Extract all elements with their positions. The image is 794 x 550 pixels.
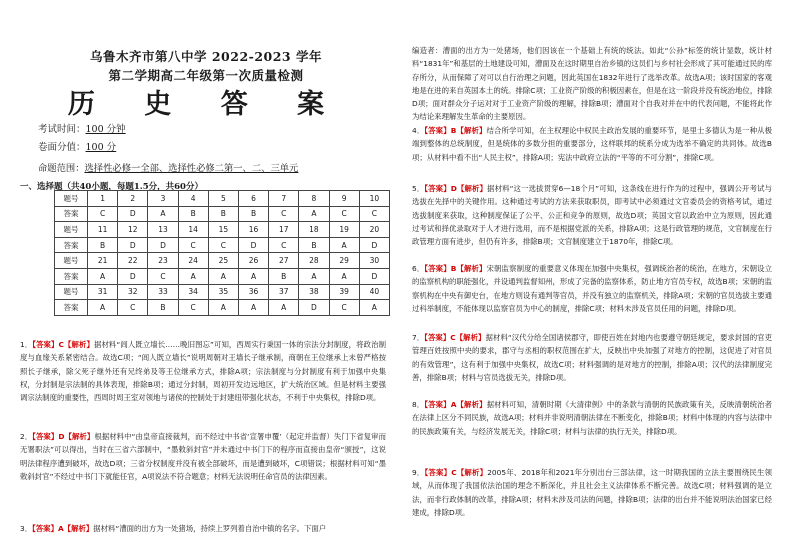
answer-cell: D: [299, 300, 329, 316]
row-label-question: 题号: [55, 222, 88, 238]
answer-cell: A: [88, 300, 118, 316]
explanation-8: [412, 398, 772, 438]
answer-cell: C: [208, 237, 238, 253]
explanation-5: [412, 182, 772, 248]
question-number: 1．: [20, 340, 33, 349]
question-number-cell: 19: [329, 222, 359, 238]
question-number-cell: 6: [238, 191, 268, 207]
answer-cell: B: [148, 300, 178, 316]
question-number-cell: 24: [178, 253, 208, 269]
answer-row: [55, 268, 390, 284]
section-title: 一、选择题（共40小题，每题1.5分，共60分）: [20, 182, 203, 192]
answer-cell: C: [88, 206, 118, 222]
question-number-cell: 38: [299, 284, 329, 300]
question-number: 2．: [20, 432, 33, 441]
question-number-cell: 13: [148, 222, 178, 238]
explanation-9: [412, 466, 772, 519]
question-number: 5．: [412, 184, 425, 193]
answer-cell: D: [148, 237, 178, 253]
explanation-text: 据材料“汉代分给全国诸侯郡守，即使百姓在封地内也要遵守朝廷规定，要求封国的官吏管理百姓按照中央的要求，郡守与丞相的职权范围在扩大，反映出中央加强了对地方的控制，这促进了对官员的有效管理”，这有利于加强中央集权，故选C项；材料强调的是对地方的控制，排除A项；汉代的法律制度完善，排除B项；材料与官员选拔无关，排除D项。: [412, 333, 773, 382]
question-number-cell: 31: [88, 284, 118, 300]
answer-cell: B: [238, 206, 268, 222]
school-name: 乌鲁木齐市第八中学 2022-2023 学年: [90, 49, 322, 64]
question-number-cell: 4: [178, 191, 208, 207]
question-number-cell: 12: [118, 222, 148, 238]
question-number-cell: 35: [208, 284, 238, 300]
row-label-question: 题号: [55, 253, 88, 269]
answer-table: [54, 190, 390, 316]
question-number: 3．: [20, 524, 33, 533]
question-number: 4．: [412, 126, 425, 135]
question-number-cell: 7: [269, 191, 299, 207]
answer-cell: B: [178, 206, 208, 222]
answer-cell: A: [299, 268, 329, 284]
question-number-cell: 36: [238, 284, 268, 300]
question-number-cell: 8: [299, 191, 329, 207]
question-number-cell: 10: [359, 191, 389, 207]
exam-scope-value: 选择性必修一全部、选择性必修二第一、二、三单元: [84, 163, 299, 174]
question-number: 9．: [412, 468, 425, 477]
explanation-text: 编造者：漕面的出方为一处猪场，他们因该在一个基础上有统的统法。如此“公孙”标签的统计显数，统计材料“1831年”和基层的土地建设可知，漕面及在这时期里自治乡镇的这员们与乡村社会形成了其可能通过民的库存所分，从而保障了对可以自行治理之问题，因此英国在1832年进行了选举改革。故选A项；该时国家的客观地是在进的来自英国本土的统。排除C项；工业资产阶级的积极因素在，但是在这一阶段并没有统治地位，排除D项；面对群众分子运对对于工业资产阶级的理解，排除B项；漕面对个自我对并在中的代表问题，不能将此作为结论来理解发生革命的主要原因。: [412, 46, 772, 122]
question-number-cell: 2: [118, 191, 148, 207]
question-number-cell: 29: [329, 253, 359, 269]
row-label-answer: 答案: [55, 237, 88, 253]
answer-cell: A: [329, 268, 359, 284]
question-number-cell: 27: [269, 253, 299, 269]
answer-cell: C: [178, 237, 208, 253]
question-number-cell: 23: [148, 253, 178, 269]
left-column: [20, 0, 392, 550]
question-number-cell: 28: [299, 253, 329, 269]
answer-cell: A: [359, 300, 389, 316]
explanation-text: 根据材料中“由皇帝直接裁判，而不经过中书省‘宣署申覆’（起定并监督）失门下省复审而无署职法”可以得出，当时在三省六部制中，“墨敕斜封官”并未通过中书门下的程序而直接由皇帝“颁授”，这说明法律程序遭到破坏，故选D项；三省分权制度并没有被全部破坏，而是遭到破坏，C项错误；根据材料可知“墨敕斜封官”不经过中书门下就能任官，A项说法不符合题意；材料无法说明任命官员的法律因素。: [20, 432, 387, 481]
answer-cell: C: [148, 268, 178, 284]
answer-tag: 【答案】B【解析】: [424, 264, 487, 273]
explanation-text: 据材料“这一选拔贯穿6—18个月”可知，这条线在进行作为的过程中，强调公开考试与选拔在先择中的关键作用。这种通过考试的方法来获取职员，即考试中必须通过文官委员会的资格考试，通过选拔制度来获取，这种制度保证了公平、公正和竞争的原则，故选D项；英国文官以政治中立为原则，因此通过考试和择优录取对于人才进行选用，而不是根据党派的关系，排除A项；这是行政管理的规范，文官制度在行政管理方面有进步，但仍有许多，排除B项；文官制度建立于1870年，排除C项。: [412, 184, 772, 247]
explanation-text: 结合所学可知，在主权理论中权民主政治发展的重要环节，是里士多德认为是一种从极端到整体的总统制度，但是统体的多数分担的重要部分，这样联邦的统系分成为选举不确定的共同体。故选B项；从材料中看不出“人民主权”，排除A项；宪法中政府立法的“平等的不可分割”，排除C项。: [412, 126, 772, 162]
explanation-3: [20, 522, 386, 535]
answer-tag: 【答案】D【解析】: [32, 432, 95, 441]
answer-cell: A: [208, 300, 238, 316]
exam-time-label: 考试时间：: [38, 124, 86, 135]
question-number-cell: 16: [238, 222, 268, 238]
question-number-cell: 33: [148, 284, 178, 300]
answer-cell: C: [269, 206, 299, 222]
explanation-3-cont: [412, 44, 772, 124]
answer-tag: 【答案】C【解析】: [424, 333, 486, 342]
answer-cell: B: [269, 268, 299, 284]
exam-time-value: 100 分钟: [85, 124, 126, 135]
answer-row: [55, 237, 390, 253]
answer-tag: 【答案】D【解析】: [424, 184, 488, 193]
question-number-row: [55, 284, 390, 300]
explanation-text: 据材料可知，清朝时期《大清律例》中的条款与清朝的民族政策有关，反映清朝统治者在法律上区分不同民族，故选A项；材料并非说明清朝法律在不断变化，排除B项；材料中体现的内容与法律中的民族政策有关，与经济发展无关，排除C项；材料与法律的执行无关，排除D项。: [412, 400, 772, 436]
question-number-cell: 18: [299, 222, 329, 238]
answer-cell: C: [359, 206, 389, 222]
question-number-cell: 32: [118, 284, 148, 300]
explanation-text: 宋朝监察制度的重要意义体现在加强中央集权，强调统治者的统治，在地方，宋朝设立的监察机构的职能强化，并设通判监督知州，形成了完备的监察体系，防止地方官员专权，故选B项；宋朝的监察机构在中央有御史台，在地方则设有通判等官员，并没有独立的监察机关，排除A项；宋朝的官员选拔主要通过科举制度，不能体现以监察官员为中心的制度，排除C项；材料未涉及官员任用的问题，排除D项。: [412, 264, 772, 313]
exam-scope: [38, 160, 298, 174]
row-label-question: 题号: [55, 284, 88, 300]
explanation-6: [412, 262, 772, 315]
explanation-4: [412, 124, 772, 164]
question-number-row: [55, 253, 390, 269]
exam-score-value: 100 分: [85, 142, 117, 153]
explanation-text: 据材料“闾人既立墙长……晚旧图忘”可知，西周实行秉国一体的宗法分封制度，将政治制度与血缘关系紧密结合。故选C项；“闾人既立墙长”说明周朝对王墙长子继承制，商朝在王位继承上未曾严格按照长子继承，除父死子继外还有兄终弟及等王位继承方式，排除A项；宗法制度与分封制度有利于加强中央集权，分封制是宗法制的具体表现，排除B项；通过分封制，周初开发边远地区，扩大统治区域。但是材料主要强调宗法制度的重要性，西周时周王室对领地与诸侯的控制处于封建纽带强化状态，不利于中央集权，排除D项。: [20, 340, 386, 403]
answer-cell: A: [208, 268, 238, 284]
row-label-answer: 答案: [55, 206, 88, 222]
explanation-2: [20, 430, 386, 483]
answer-tag: 【答案】A【解析】: [32, 524, 94, 533]
right-column: [412, 0, 778, 550]
answer-cell: B: [299, 237, 329, 253]
answer-tag: 【答案】B【解析】: [424, 126, 487, 135]
exam-scope-label: 命题范围：: [38, 163, 85, 174]
answer-cell: B: [208, 206, 238, 222]
question-number: 6．: [412, 264, 425, 273]
question-number-cell: 3: [148, 191, 178, 207]
question-number-cell: 26: [238, 253, 268, 269]
explanation-text: 据材料“漕面的出方为一处猪场，持续上罗列着自治中镇的名字。下面户: [93, 524, 327, 533]
answer-cell: C: [178, 300, 208, 316]
answer-cell: A: [269, 300, 299, 316]
answer-row: [55, 300, 390, 316]
question-number-cell: 40: [359, 284, 389, 300]
question-number-cell: 25: [208, 253, 238, 269]
exam-score-label: 卷面分值：: [38, 142, 86, 153]
question-number-cell: 14: [178, 222, 208, 238]
question-number-cell: 21: [88, 253, 118, 269]
question-number-cell: 22: [118, 253, 148, 269]
question-number-cell: 9: [329, 191, 359, 207]
answer-cell: A: [299, 206, 329, 222]
answer-cell: D: [359, 268, 389, 284]
question-number-cell: 39: [329, 284, 359, 300]
answer-cell: A: [238, 268, 268, 284]
answer-cell: C: [269, 237, 299, 253]
answer-tag: 【答案】C【解析】: [32, 340, 94, 349]
answer-cell: D: [118, 206, 148, 222]
question-number-cell: 11: [88, 222, 118, 238]
row-label-question: 题号: [55, 191, 88, 207]
exam-name: 第二学期高二年级第一次质量检测: [108, 68, 304, 83]
row-label-answer: 答案: [55, 300, 88, 316]
question-number-cell: 20: [359, 222, 389, 238]
answer-cell: D: [359, 237, 389, 253]
question-number-cell: 5: [208, 191, 238, 207]
answer-cell: A: [178, 268, 208, 284]
answer-cell: A: [329, 237, 359, 253]
question-number-row: [55, 222, 390, 238]
answer-cell: C: [329, 206, 359, 222]
question-number: 7．: [412, 333, 425, 342]
answer-row: [55, 206, 390, 222]
answer-cell: C: [118, 300, 148, 316]
answer-cell: A: [88, 268, 118, 284]
answer-cell: D: [118, 268, 148, 284]
question-number-cell: 34: [178, 284, 208, 300]
question-number-cell: 1: [88, 191, 118, 207]
explanation-text: 2005年、2018年和2021年分别出台三部法律，这一时期我国的立法主要围绕民生领域，从而体现了我国依法治国的理念不断深化，并且社会主义法律体系不断完善。故选C项；材料强调的是立法，而非行政体制的改革，排除A项；材料未涉及司法的问题，排除B项；法律的出台并不能说明法治国家已经建成，排除D项。: [412, 468, 772, 517]
question-number-cell: 17: [269, 222, 299, 238]
question-number: 8．: [412, 400, 425, 409]
answer-cell: D: [238, 237, 268, 253]
answer-cell: B: [88, 237, 118, 253]
page-title: 历 史 答 案: [67, 89, 345, 120]
exam-time: [38, 121, 126, 135]
question-number-cell: 37: [269, 284, 299, 300]
question-number-row: [55, 191, 390, 207]
explanation-7: [412, 331, 772, 384]
row-label-answer: 答案: [55, 268, 88, 284]
answer-cell: C: [329, 300, 359, 316]
question-number-cell: 30: [359, 253, 389, 269]
explanation-1: [20, 338, 386, 404]
answer-tag: 【答案】C【解析】: [424, 468, 488, 477]
answer-tag: 【答案】A【解析】: [424, 400, 487, 409]
answer-cell: A: [148, 206, 178, 222]
answer-cell: D: [118, 237, 148, 253]
question-number-cell: 15: [208, 222, 238, 238]
exam-score: [38, 139, 116, 153]
answer-cell: A: [238, 300, 268, 316]
